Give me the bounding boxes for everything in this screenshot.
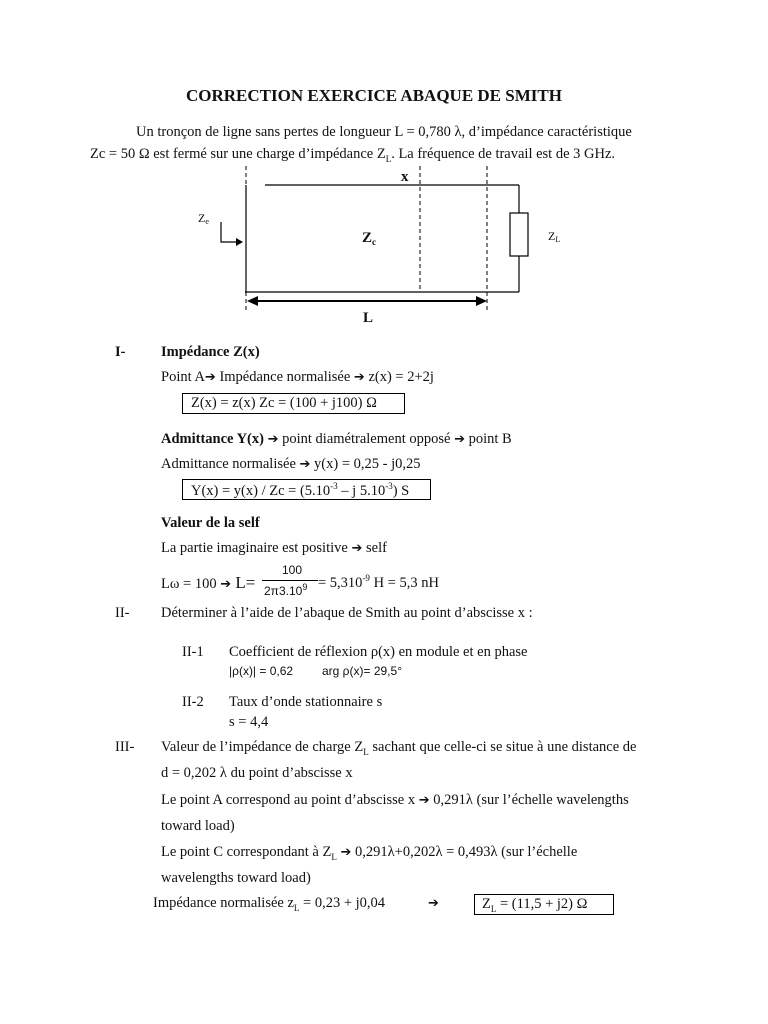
wavelength-value: 0,291λ (sur l’échelle wavelengths [429,792,629,808]
lw-text: Lω = 100 [161,576,221,592]
rho-phase-value: arg ρ(x)= 29,5° [322,664,402,678]
arrow-icon: ➔ [351,541,363,556]
point-a-text: Point A [161,369,205,385]
vswr-value: s = 4,4 [229,714,269,730]
fraction-denominator [264,582,307,598]
exponent: -9 [362,573,370,583]
admittance-result-imag: – j 5.10 [337,482,386,499]
length-arrow-right [476,296,487,306]
inductance-value: = 5,310 [318,574,363,591]
section-2-number: II- [115,605,130,621]
load-result [482,896,587,914]
yx-value: y(x) = 0,25 - j0,25 [310,456,421,472]
admittance-heading: Admittance Y(x) [161,431,264,447]
lw-equation-right [318,573,439,592]
normalized-impedance-text: Impédance normalisée [215,369,354,385]
zl-subscript: L [293,902,300,913]
arrow-icon: ➔ [340,845,352,860]
subsection-2-1-number: II-1 [182,644,204,660]
zx-value: z(x) = 2+2j [364,369,434,385]
zc-label [362,230,376,247]
section-3-line-1 [161,739,636,757]
impedance-result: Z(x) = z(x) Zc = (100 + j100) Ω [191,395,377,411]
admittance-result-real: Y(x) = y(x) / Zc = (5.10 [191,482,331,499]
load-result-z: Z [482,896,491,912]
arrow-icon: ➔ [299,457,311,472]
arrow-icon: ➔ [220,577,232,592]
subsection-2-2-text: Taux d’onde stationnaire s [229,694,383,710]
intro-zl-subscript: L [385,153,392,164]
section-3-number: III- [115,739,135,755]
arrow-icon: ➔ [418,793,430,808]
zl-label [548,229,560,244]
subsection-2-1-text: Coefficient de réflexion ρ(x) en module et en phase [229,644,528,660]
arrow-icon: ➔ [267,432,279,447]
point-b-text: point B [464,431,512,447]
section-3-line-2: d = 0,202 λ du point d’abscisse x [161,765,353,781]
normalized-load-line [153,895,385,913]
point-a-abscissa-text: Le point A correspond au point d’abscisse x [161,792,419,808]
imaginary-positive-text: La partie imaginaire est positive [161,540,352,556]
ze-arrow-head [236,238,243,246]
length-arrow-left [247,296,258,306]
page-title: CORRECTION EXERCICE ABAQUE DE SMITH [186,86,562,105]
self-heading: Valeur de la self [161,515,260,531]
point-c-text: Le point C correspondant à Z [161,844,332,860]
length-label: L [363,310,374,326]
section-3-text-end: sachant que celle-ci se situe à une distance de [368,739,637,755]
admittance-result-unit: ) S [392,482,410,499]
zl-subscript: L [331,851,337,862]
denominator-text: 2π3.10 [264,584,303,598]
ze-indicator-arrow [221,222,238,242]
admittance-line [161,431,512,448]
section-3-line-5 [161,844,577,862]
inductance-nh: H = 5,3 nH [369,574,439,591]
rho-module-value: |ρ(x)| = 0,62 [229,664,294,678]
section-1-heading: Impédance Z(x) [161,344,260,360]
x-label: x [401,169,409,185]
exponent: -3 [330,481,338,491]
transmission-line-diagram [0,0,768,340]
arrow-icon: ➔ [428,896,439,911]
intro-line-1: Un tronçon de ligne sans pertes de longueur L = 0,780 λ, d’impédance caractéristique [136,124,632,140]
section-3-line-3 [161,792,629,809]
wavelength-sum: 0,291λ+0,202λ = 0,493λ (sur l’échelle [351,844,578,860]
intro-line-2-text: Zc = 50 Ω est fermé sur une charge d’impédance Z [90,146,386,162]
exponent: 9 [302,582,308,592]
load-result-value: = (11,5 + j2) Ω [496,896,588,912]
section-1-number: I- [115,344,126,360]
zc-label-letter: Z [362,230,373,246]
zc-label-sub: c [372,237,377,247]
load-resistor [510,213,528,256]
normalized-admittance-line [161,456,421,473]
point-a-line [161,369,434,386]
zl-label-sub: L [555,235,561,244]
arrow-icon: ➔ [353,370,365,385]
self-text: self [362,540,387,556]
l-equals: L= [231,573,256,592]
lw-equation-left [161,573,255,593]
section-3-text: Valeur de l’impédance de charge Z [161,739,364,755]
fraction-bar [262,580,318,581]
zl-subscript: L [490,903,497,914]
admittance-result [191,481,409,500]
exponent: -3 [385,481,393,491]
normalized-load-text: Impédance normalisée z [153,895,294,911]
self-line [161,540,387,557]
section-3-line-6: wavelengths toward load) [161,870,311,886]
subsection-2-2-number: II-2 [182,694,204,710]
arrow-icon: ➔ [454,432,465,447]
arrow-icon: ➔ [204,370,216,385]
section-3-line-4: toward load) [161,818,235,834]
intro-line-2-end: . La fréquence de travail est de 3 GHz. [391,146,616,162]
ze-label-letter: Z [198,211,206,225]
zl-subscript: L [363,746,369,757]
normalized-admittance-text: Admittance normalisée [161,456,300,472]
normalized-load-value: = 0,23 + j0,04 [299,895,386,911]
section-2-heading: Déterminer à l’aide de l’abaque de Smith au point d’abscisse x : [161,605,533,621]
ze-label [198,211,209,226]
fraction-numerator: 100 [282,563,303,577]
ze-label-sub: e [205,217,209,226]
zl-label-letter: Z [548,229,556,243]
diametrically-opposite-text: point diamétralement opposé [278,431,455,447]
